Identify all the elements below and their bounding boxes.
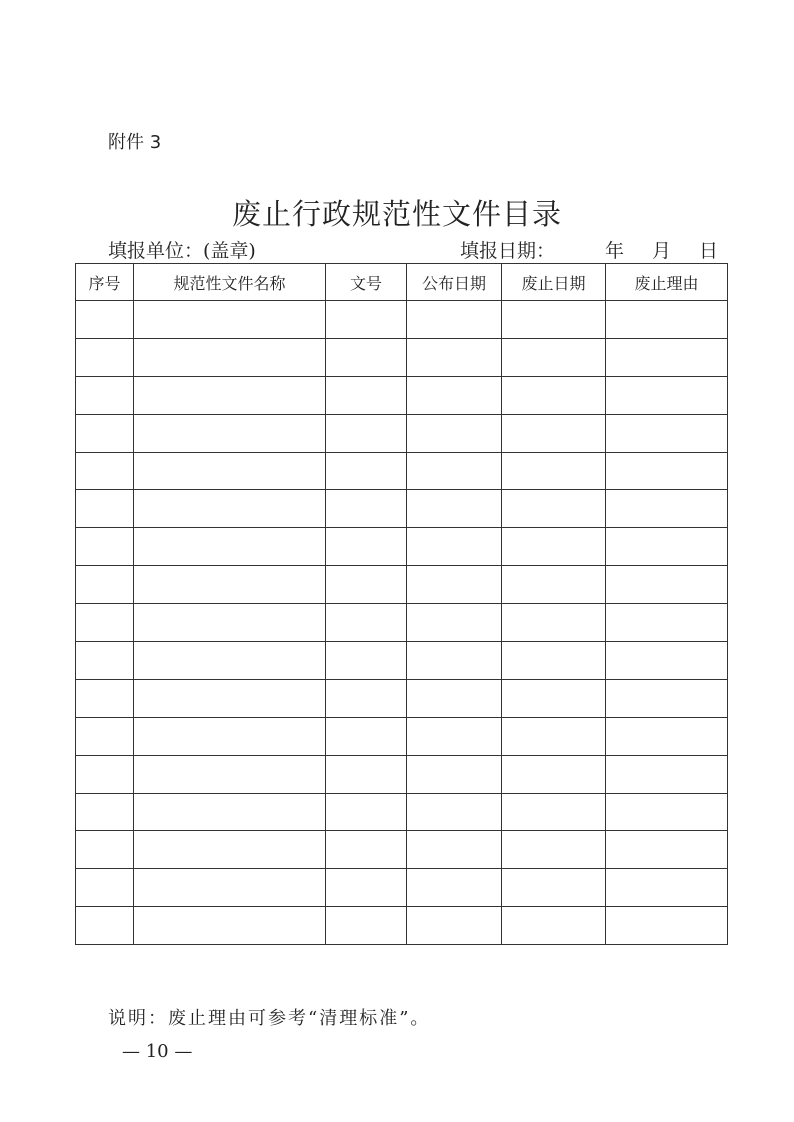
table-cell <box>134 338 326 376</box>
header-repeal-reason: 废止理由 <box>606 264 728 301</box>
table-cell <box>76 642 134 680</box>
table-row <box>76 452 728 490</box>
table-cell <box>326 793 407 831</box>
table-cell <box>326 755 407 793</box>
table-cell <box>326 490 407 528</box>
footnote: 说明：废止理由可参考“清理标准”。 <box>108 1008 431 1029</box>
table-cell <box>76 907 134 945</box>
table-cell <box>134 907 326 945</box>
table-cell <box>407 907 502 945</box>
table-cell <box>407 604 502 642</box>
table-row <box>76 376 728 414</box>
table-cell <box>326 907 407 945</box>
table-header-row <box>76 264 728 301</box>
table-cell <box>76 376 134 414</box>
table-cell <box>134 679 326 717</box>
table-cell <box>407 301 502 339</box>
table-cell <box>134 301 326 339</box>
table-cell <box>76 452 134 490</box>
table-cell <box>407 376 502 414</box>
table-cell <box>407 869 502 907</box>
table-cell <box>502 604 606 642</box>
table-cell <box>326 376 407 414</box>
table-cell <box>502 793 606 831</box>
table-cell <box>502 869 606 907</box>
table-cell <box>502 717 606 755</box>
table-cell <box>407 717 502 755</box>
table-cell <box>407 338 502 376</box>
table-cell <box>134 414 326 452</box>
catalog-table <box>75 263 728 945</box>
table-cell <box>502 301 606 339</box>
table-cell <box>326 869 407 907</box>
fill-date-line <box>460 236 718 263</box>
table-row <box>76 831 728 869</box>
fill-date-year: 年 <box>605 240 625 262</box>
header-document-number: 文号 <box>326 264 407 301</box>
table-cell <box>326 642 407 680</box>
table-cell <box>134 755 326 793</box>
table-cell <box>326 604 407 642</box>
table-row <box>76 679 728 717</box>
table-cell <box>502 566 606 604</box>
table-cell <box>326 414 407 452</box>
table-cell <box>134 566 326 604</box>
table-cell <box>407 452 502 490</box>
fill-date-label: 填报日期： <box>460 240 556 262</box>
table-cell <box>606 869 728 907</box>
table-cell <box>606 907 728 945</box>
table-cell <box>606 452 728 490</box>
table-row <box>76 717 728 755</box>
table-cell <box>502 642 606 680</box>
table-cell <box>134 452 326 490</box>
table-cell <box>606 755 728 793</box>
table-cell <box>407 831 502 869</box>
table-row <box>76 414 728 452</box>
table-cell <box>326 301 407 339</box>
table-cell <box>76 679 134 717</box>
table-cell <box>606 376 728 414</box>
table-cell <box>326 528 407 566</box>
table-cell <box>606 338 728 376</box>
table-row <box>76 642 728 680</box>
table-cell <box>76 566 134 604</box>
header-document-name: 规范性文件名称 <box>134 264 326 301</box>
table-row <box>76 907 728 945</box>
table-cell <box>326 338 407 376</box>
table-cell <box>502 831 606 869</box>
table-cell <box>502 338 606 376</box>
table-row <box>76 604 728 642</box>
table-cell <box>606 642 728 680</box>
document-title: 废止行政规范性文件目录 <box>231 197 562 231</box>
table-cell <box>407 642 502 680</box>
fill-unit-label: 填报单位：(盖章) <box>108 240 256 262</box>
table-cell <box>606 831 728 869</box>
header-index: 序号 <box>76 264 134 301</box>
table-cell <box>326 566 407 604</box>
attachment-label: 附件 3 <box>108 132 162 153</box>
table-cell <box>606 301 728 339</box>
table-cell <box>502 755 606 793</box>
table-cell <box>134 793 326 831</box>
table-row <box>76 755 728 793</box>
table-cell <box>134 642 326 680</box>
table-cell <box>76 869 134 907</box>
table-cell <box>76 301 134 339</box>
table-cell <box>606 717 728 755</box>
table-cell <box>326 452 407 490</box>
table-cell <box>76 490 134 528</box>
table-cell <box>134 604 326 642</box>
table-row <box>76 566 728 604</box>
table-row <box>76 528 728 566</box>
table-cell <box>76 755 134 793</box>
table-cell <box>76 528 134 566</box>
table-cell <box>76 604 134 642</box>
table-row <box>76 338 728 376</box>
table-cell <box>606 414 728 452</box>
table-cell <box>76 831 134 869</box>
table-cell <box>134 490 326 528</box>
table-body <box>76 301 728 945</box>
table-cell <box>134 717 326 755</box>
table-cell <box>502 528 606 566</box>
table-cell <box>76 414 134 452</box>
table-row <box>76 793 728 831</box>
table-cell <box>606 490 728 528</box>
table-cell <box>502 414 606 452</box>
table-cell <box>502 907 606 945</box>
table-cell <box>407 793 502 831</box>
header-repeal-date: 废止日期 <box>502 264 606 301</box>
table-cell <box>134 376 326 414</box>
table-cell <box>407 528 502 566</box>
table-cell <box>407 566 502 604</box>
table-cell <box>606 793 728 831</box>
table-cell <box>606 604 728 642</box>
table-cell <box>76 338 134 376</box>
table-cell <box>134 528 326 566</box>
table-cell <box>502 679 606 717</box>
table-cell <box>606 566 728 604</box>
table-row <box>76 490 728 528</box>
fill-date-day: 日 <box>699 240 719 262</box>
table-cell <box>134 831 326 869</box>
fill-date-month: 月 <box>652 240 672 262</box>
table-cell <box>407 679 502 717</box>
table-cell <box>326 679 407 717</box>
table-cell <box>407 755 502 793</box>
table-cell <box>326 717 407 755</box>
table-cell <box>76 717 134 755</box>
table-cell <box>76 793 134 831</box>
table-cell <box>502 376 606 414</box>
table-cell <box>502 452 606 490</box>
table-cell <box>407 414 502 452</box>
header-publish-date: 公布日期 <box>407 264 502 301</box>
table-cell <box>606 528 728 566</box>
page-number: — 10 — <box>122 1041 193 1062</box>
table-row <box>76 869 728 907</box>
table-cell <box>606 679 728 717</box>
table-cell <box>134 869 326 907</box>
table-cell <box>502 490 606 528</box>
table-cell <box>407 490 502 528</box>
table-row <box>76 301 728 339</box>
table-cell <box>326 831 407 869</box>
